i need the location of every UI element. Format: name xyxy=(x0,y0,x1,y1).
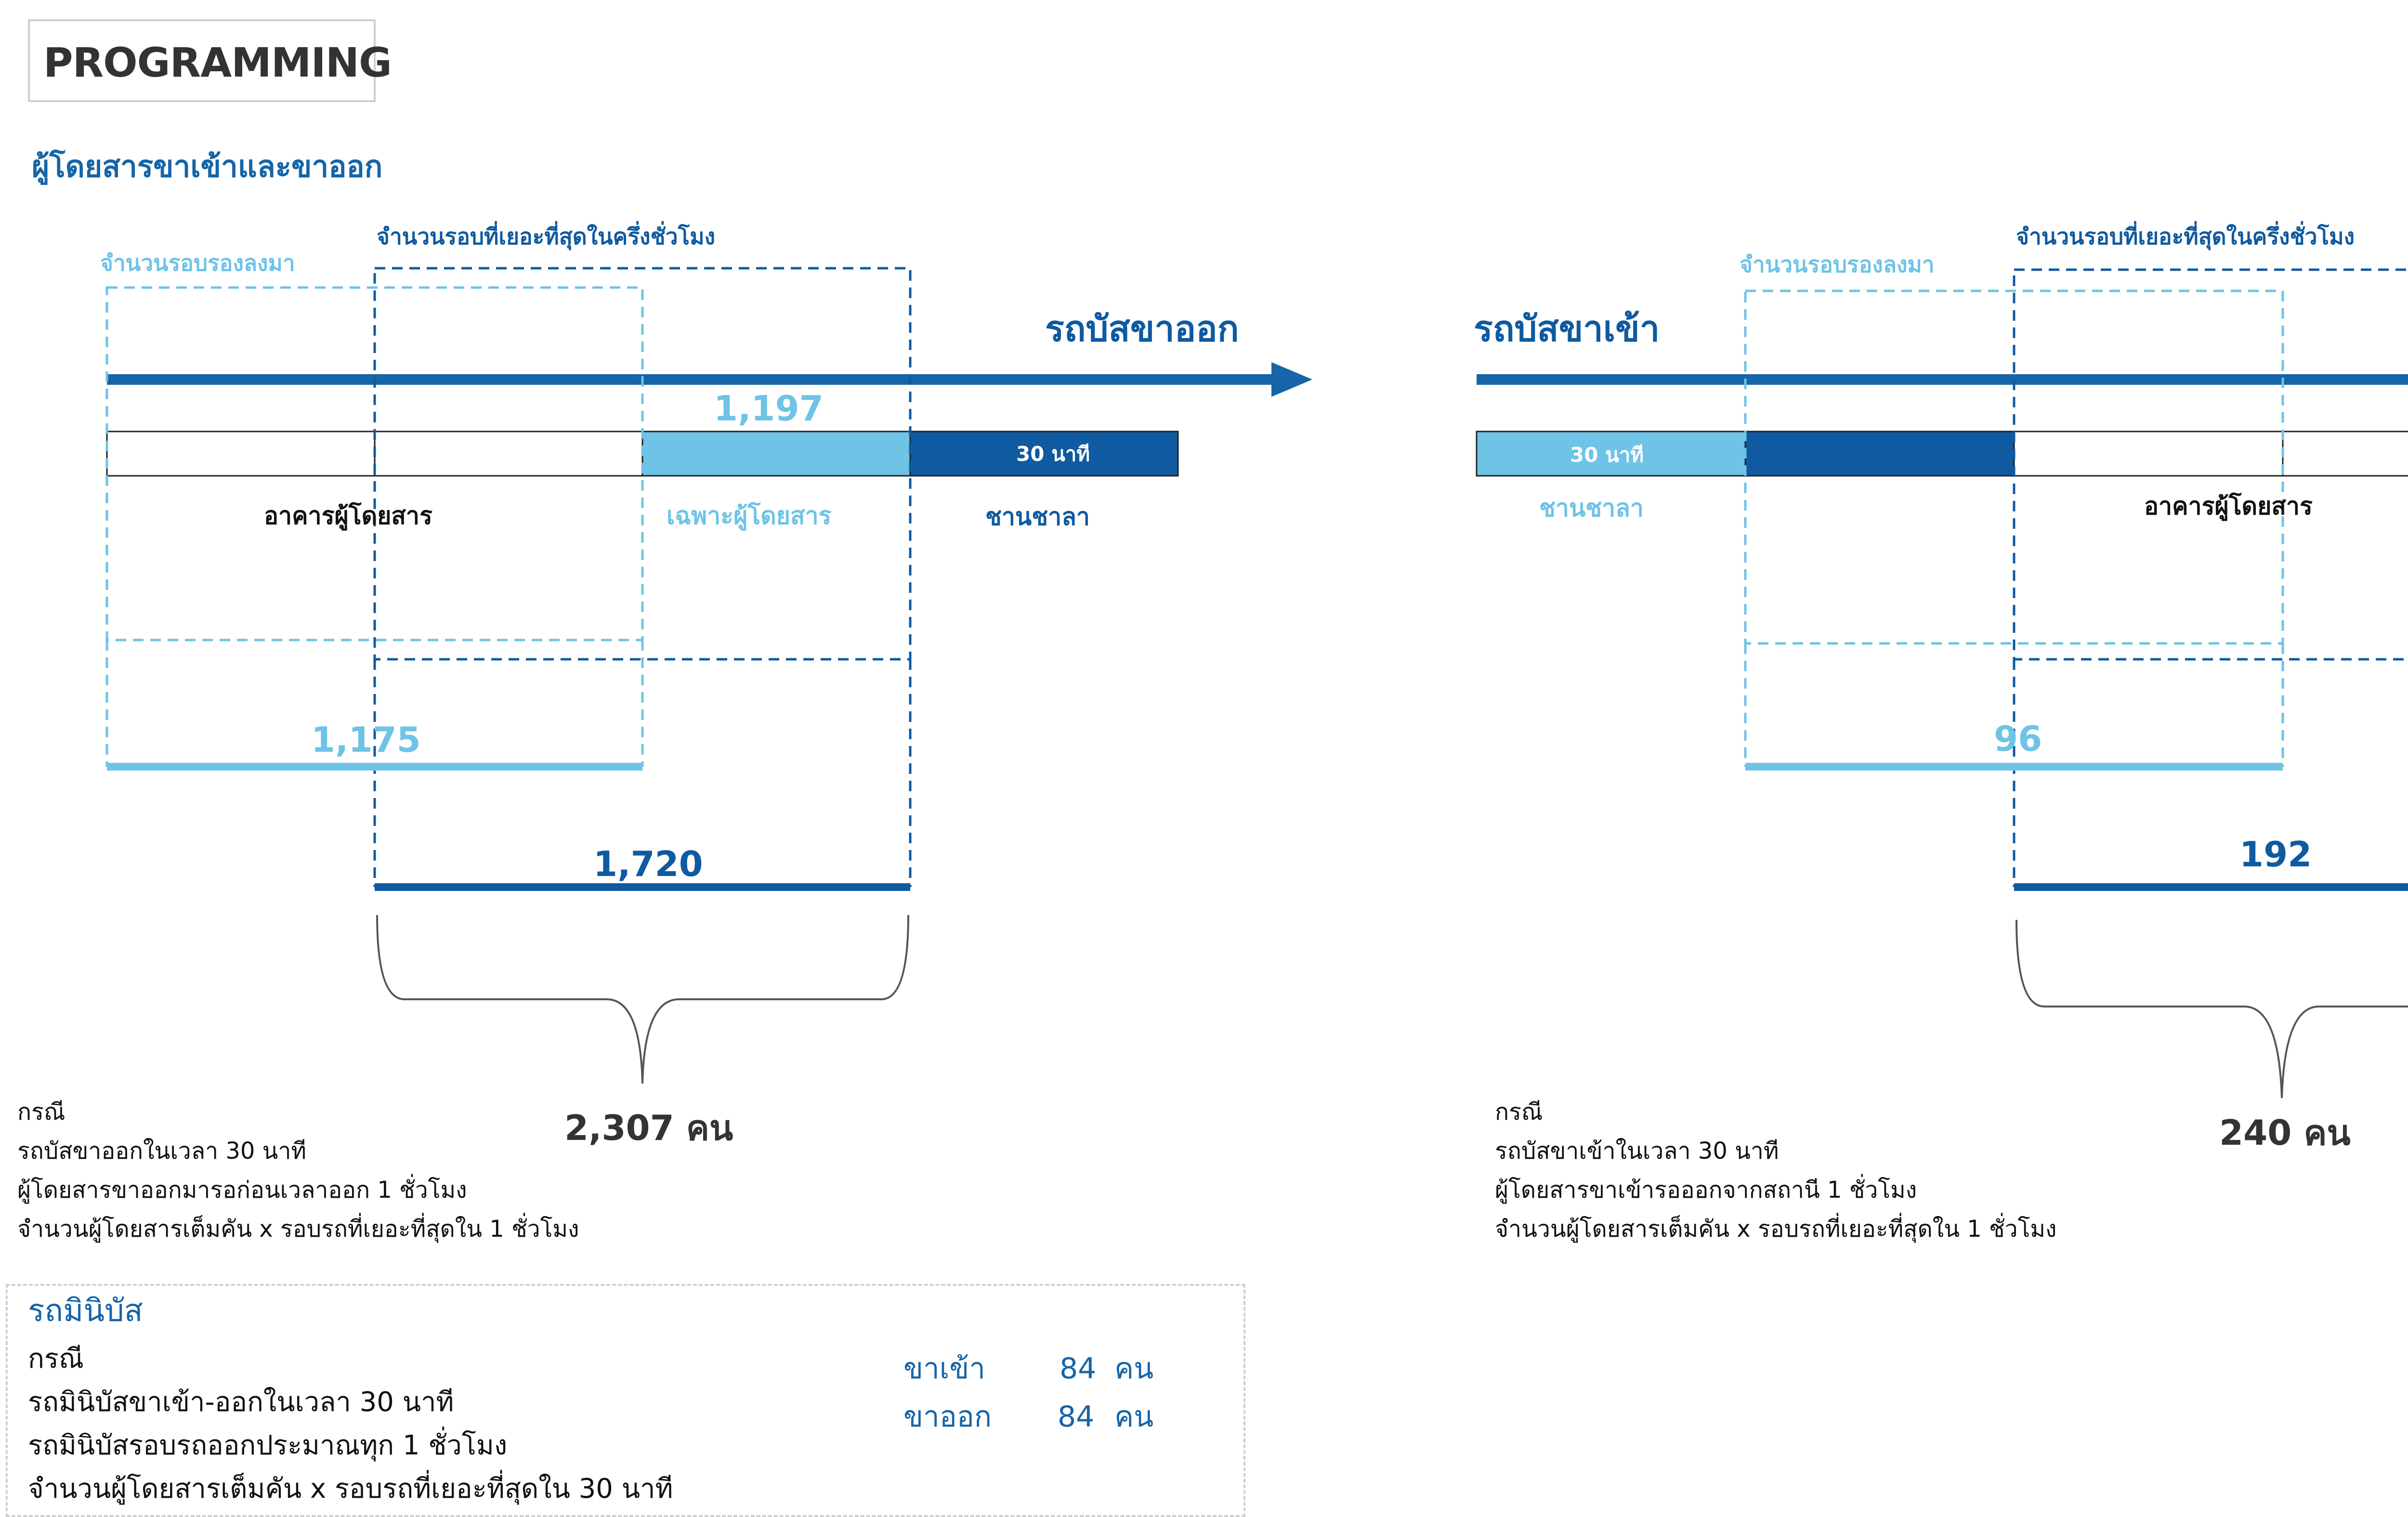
outbound-passenger-only-value: 1,197 xyxy=(714,388,824,429)
outbound-seg-2 xyxy=(375,432,642,476)
minibus-title: รถมินิบัส xyxy=(28,1293,143,1329)
inbound-note-3: จำนวนผู้โดยสารเต็มคัน x รอบรถที่เยอะที่สุดใน 1 ชั่วโมง xyxy=(1495,1216,2057,1242)
page-title: PROGRAMMING xyxy=(43,39,392,86)
minibus-note-3: จำนวนผู้โดยสารเต็มคัน x รอบรถที่เยอะที่สุดใน 30 นาที xyxy=(28,1473,673,1504)
outbound-note-1: รถบัสขาออกในเวลา 30 นาที xyxy=(17,1138,307,1164)
minibus-note-1: รถมินิบัสขาเข้า-ออกในเวลา 30 นาที xyxy=(28,1386,454,1418)
inbound-note-0: กรณี xyxy=(1495,1099,1543,1125)
inbound-waiting-value: 96 xyxy=(1994,719,2042,759)
inbound-building-label: อาคารผู้โดยสาร xyxy=(2144,492,2313,520)
minibus-row-0-value: 84 xyxy=(1060,1352,1097,1386)
inbound-30min-label: 30 นาที xyxy=(1570,443,1644,467)
minibus-note-2: รถมินิบัสรอบรถออกประมาณทุก 1 ชั่วโมง xyxy=(28,1430,508,1461)
outbound-peak-label: จำนวนรอบที่เยอะที่สุดในครึ่งชั่วโมง xyxy=(377,223,716,249)
outbound-note-0: กรณี xyxy=(17,1099,65,1125)
inbound-seg-4 xyxy=(2283,432,2408,476)
outbound-note-3: จำนวนผู้โดยสารเต็มคัน x รอบรถที่เยอะที่สุดใน 1 ชั่วโมง xyxy=(17,1216,579,1242)
inbound-bus-label: รถบัสขาเข้า xyxy=(1474,308,1660,350)
inbound-seg-dark xyxy=(1745,432,2014,476)
inbound-note-1: รถบัสขาเข้าในเวลา 30 นาที xyxy=(1495,1138,1779,1164)
outbound-waiting-value: 1,175 xyxy=(311,719,421,760)
inbound-total: 240 คน xyxy=(2219,1112,2351,1153)
inbound-peak-label: จำนวนรอบที่เยอะที่สุดในครึ่งชั่วโมง xyxy=(2016,223,2355,249)
outbound-passenger-only-label: เฉพาะผู้โดยสาร xyxy=(667,502,832,530)
minibus-row-1-direction: ขาออก xyxy=(903,1400,992,1434)
inbound-total-brace xyxy=(2016,920,2408,1098)
outbound-bus-label: รถบัสขาออก xyxy=(1045,308,1239,350)
outbound-seg-1 xyxy=(107,432,375,476)
inbound-waiting-label: จำนวนรอบรองลงมา xyxy=(1740,251,1935,277)
minibus-row-0-direction: ขาเข้า xyxy=(903,1352,985,1386)
outbound-seg-passenger-only xyxy=(642,432,910,476)
outbound-building-label: อาคารผู้โดยสาร xyxy=(264,502,432,530)
inbound-platform-label: ชานชาลา xyxy=(1539,494,1644,522)
outbound-total-brace xyxy=(377,915,908,1084)
section-title: ผู้โดยสารขาเข้าและขาออก xyxy=(32,149,383,184)
outbound-waiting-label: จำนวนรอบรองลงมา xyxy=(100,250,295,276)
outbound-arrowhead xyxy=(1271,362,1312,397)
minibus-note-0: กรณี xyxy=(28,1343,84,1374)
inbound-peak-value: 192 xyxy=(2239,834,2312,875)
outbound-note-2: ผู้โดยสารขาออกมารอก่อนเวลาออก 1 ชั่วโมง xyxy=(17,1177,467,1203)
outbound-30min-label: 30 นาที xyxy=(1016,442,1090,466)
minibus-row-0-unit: คน xyxy=(1114,1352,1154,1386)
inbound-note-2: ผู้โดยสารขาเข้ารอออกจากสถานี 1 ชั่วโมง xyxy=(1495,1177,1917,1203)
inbound-seg-3 xyxy=(2014,432,2283,476)
title-box xyxy=(28,19,392,102)
outbound-peak-value: 1,720 xyxy=(593,844,703,884)
minibus-row-1-value: 84 xyxy=(1058,1400,1095,1434)
outbound-platform-label: ชานชาลา xyxy=(985,503,1090,531)
minibus-row-1-unit: คน xyxy=(1114,1400,1154,1434)
outbound-total: 2,307 คน xyxy=(564,1108,733,1148)
